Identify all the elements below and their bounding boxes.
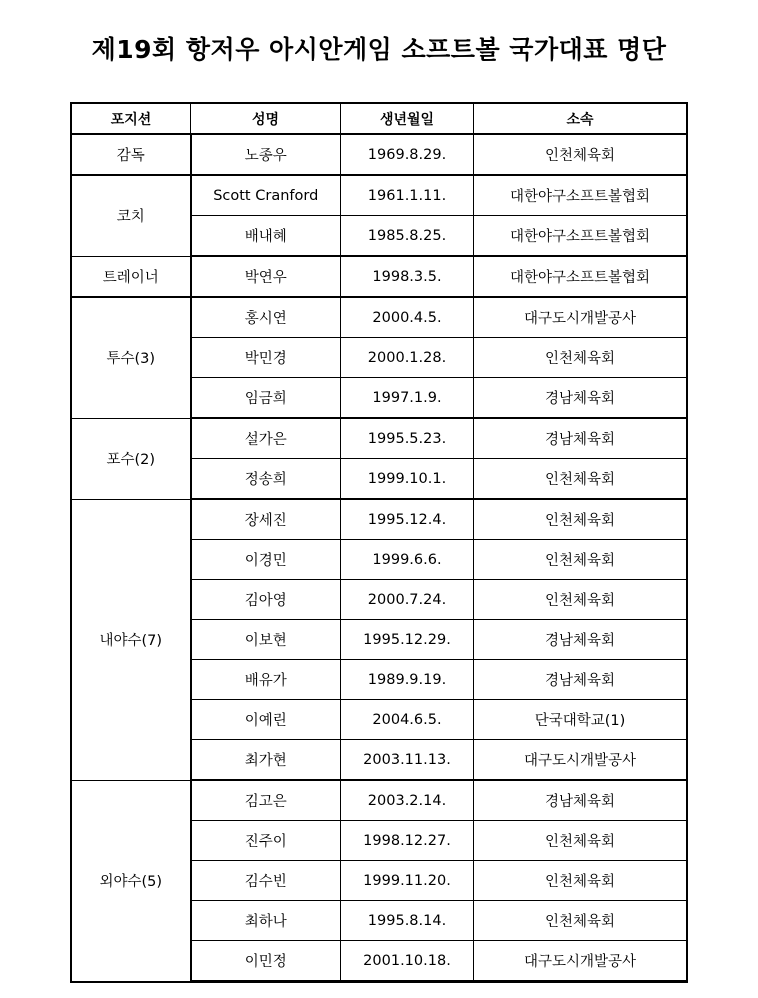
affiliation-cell: 인천체육회 [474,540,687,580]
birthdate-cell: 1999.10.1. [341,459,474,500]
header-affiliation: 소속 [474,104,687,135]
birthdate-cell: 1999.11.20. [341,861,474,901]
birthdate-cell: 2000.7.24. [341,580,474,620]
table-row [72,499,687,540]
name-cell: 정송희 [191,459,341,500]
name-cell: 김아영 [191,580,341,620]
birthdate-cell: 2003.11.13. [341,740,474,781]
birthdate-cell: 1969.8.29. [341,134,474,175]
table-row [72,780,687,821]
affiliation-cell: 인천체육회 [474,861,687,901]
name-cell: 임금희 [191,378,341,419]
affiliation-cell: 단국대학교(1) [474,700,687,740]
birthdate-cell: 1961.1.11. [341,175,474,216]
affiliation-cell: 경남체육회 [474,620,687,660]
table-header-row [72,104,687,135]
name-cell: 설가은 [191,418,341,459]
roster-body [72,134,687,981]
position-cell: 코치 [72,175,191,256]
position-cell: 내야수(7) [72,499,191,780]
birthdate-cell: 2000.1.28. [341,338,474,378]
birthdate-cell: 2001.10.18. [341,941,474,982]
position-cell: 외야수(5) [72,780,191,981]
birthdate-cell: 2000.4.5. [341,297,474,338]
birthdate-cell: 1999.6.6. [341,540,474,580]
affiliation-cell: 대구도시개발공사 [474,297,687,338]
name-cell: 최하나 [191,901,341,941]
affiliation-cell: 인천체육회 [474,901,687,941]
affiliation-cell: 경남체육회 [474,418,687,459]
name-cell: 장세진 [191,499,341,540]
name-cell: 김고은 [191,780,341,821]
name-cell: 박연우 [191,256,341,297]
table-row [72,297,687,338]
position-cell: 감독 [72,134,191,175]
affiliation-cell: 대한야구소프트볼협회 [474,216,687,257]
position-cell: 포수(2) [72,418,191,499]
affiliation-cell: 경남체육회 [474,660,687,700]
position-cell: 투수(3) [72,297,191,418]
roster-table [71,103,687,982]
name-cell: 배내혜 [191,216,341,257]
birthdate-cell: 2003.2.14. [341,780,474,821]
header-position: 포지션 [72,104,191,135]
affiliation-cell: 인천체육회 [474,338,687,378]
affiliation-cell: 대한야구소프트볼협회 [474,175,687,216]
name-cell: 박민경 [191,338,341,378]
name-cell: 홍시연 [191,297,341,338]
birthdate-cell: 1995.12.29. [341,620,474,660]
affiliation-cell: 대구도시개발공사 [474,941,687,982]
table-row [72,256,687,297]
header-birthdate: 생년월일 [341,104,474,135]
birthdate-cell: 2004.6.5. [341,700,474,740]
name-cell: 진주이 [191,821,341,861]
page-title: 제19회 항저우 아시안게임 소프트볼 국가대표 명단 [91,35,667,64]
affiliation-cell: 인천체육회 [474,821,687,861]
name-cell: 이보현 [191,620,341,660]
affiliation-cell: 인천체육회 [474,134,687,175]
name-cell: 이경민 [191,540,341,580]
name-cell: 이예린 [191,700,341,740]
affiliation-cell: 인천체육회 [474,459,687,500]
name-cell: 배유가 [191,660,341,700]
name-cell: Scott Cranford [191,175,341,216]
affiliation-cell: 대구도시개발공사 [474,740,687,781]
name-cell: 김수빈 [191,861,341,901]
birthdate-cell: 1998.3.5. [341,256,474,297]
name-cell: 노종우 [191,134,341,175]
affiliation-cell: 인천체육회 [474,499,687,540]
birthdate-cell: 1998.12.27. [341,821,474,861]
header-name: 성명 [191,104,341,135]
birthdate-cell: 1985.8.25. [341,216,474,257]
affiliation-cell: 인천체육회 [474,580,687,620]
table-row [72,418,687,459]
birthdate-cell: 1995.5.23. [341,418,474,459]
birthdate-cell: 1989.9.19. [341,660,474,700]
name-cell: 이민정 [191,941,341,982]
name-cell: 최가현 [191,740,341,781]
affiliation-cell: 경남체육회 [474,780,687,821]
birthdate-cell: 1997.1.9. [341,378,474,419]
table-row [72,175,687,216]
birthdate-cell: 1995.8.14. [341,901,474,941]
affiliation-cell: 경남체육회 [474,378,687,419]
birthdate-cell: 1995.12.4. [341,499,474,540]
table-row [72,134,687,175]
position-cell: 트레이너 [72,256,191,297]
affiliation-cell: 대한야구소프트볼협회 [474,256,687,297]
